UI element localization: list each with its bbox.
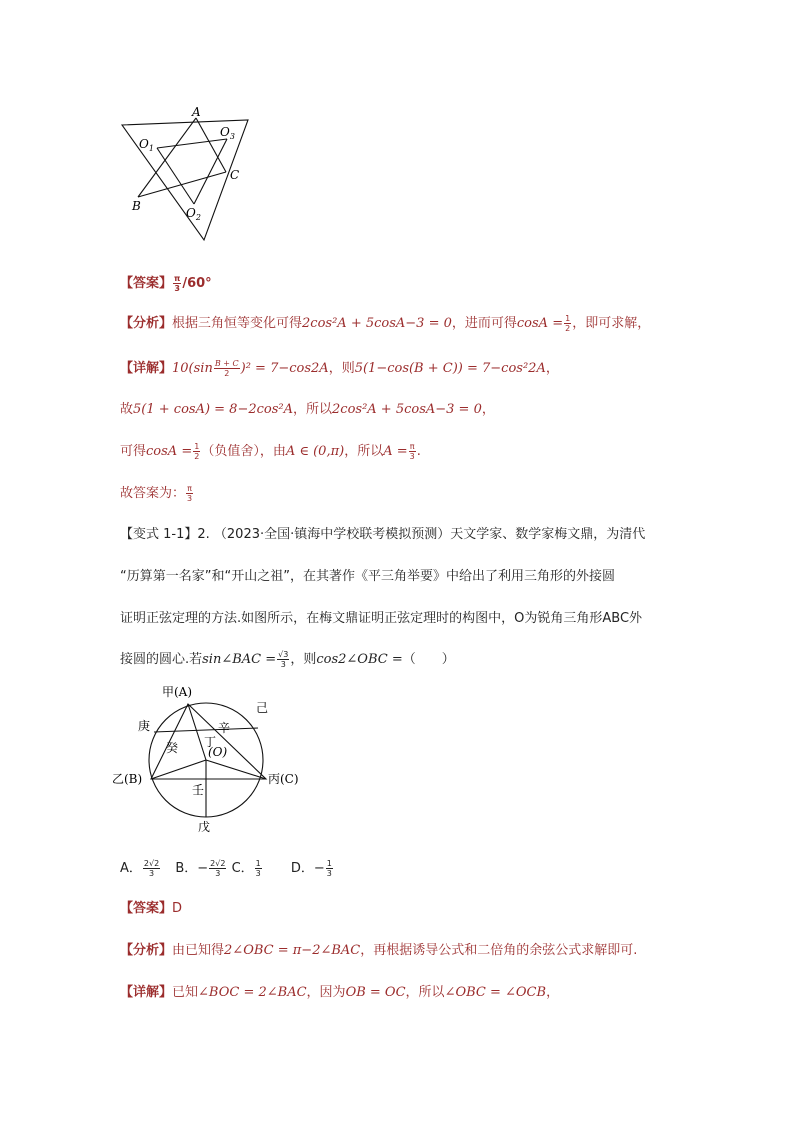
equation: cosA =	[146, 444, 193, 459]
answer-1: 【答案】 $\frac{\pi}{3}$ /60°	[120, 274, 212, 293]
label-yi: 乙(B)	[112, 772, 143, 786]
answer-tag: 【答案】	[120, 901, 173, 916]
problem-line-4: 接圆的圆心.若sin∠BAC = $\frac{√3}{3}$ ，则cos2∠OBC =（ ）	[120, 650, 455, 669]
answer-2	[120, 899, 182, 919]
detail-1: 【详解】10(sin $\frac{B + C}{2}$ )² = 7−cos2A，则5(1−cos(B + C)) = 7−cos²2A，	[120, 359, 559, 378]
equation: 5(1−cos(B + C)) = 7−cos²2A	[354, 361, 546, 376]
equation: 2cos²A + 5cosA−3 = 0	[302, 316, 452, 331]
label-A: A	[192, 105, 201, 119]
equation: ∠BOC = 2∠BAC	[198, 985, 307, 1000]
label-O3: $O_3$	[220, 125, 235, 141]
detail-line-gu: 故5(1 + cosA) = 8−2cos²A，所以2cos²A + 5cosA−3 = 0，	[120, 402, 495, 417]
edge-o1-o2	[157, 148, 194, 204]
edge-a-b	[138, 118, 196, 197]
analysis-1: 【分析】根据三角恒等变化可得2cos²A + 5cosA−3 = 0，进而可得cosA = $\frac{1}{2}$ ，即可求解，	[120, 314, 651, 333]
analysis-tag: 【分析】	[120, 316, 173, 331]
line-gengji	[154, 728, 258, 732]
answer-value: D	[172, 901, 183, 916]
detail-tag: 【详解】	[120, 985, 173, 1000]
equation: 2cos²A + 5cosA−3 = 0	[332, 402, 482, 417]
detail-line-final: 故答案为： $\frac{\pi}{3}$	[120, 484, 193, 503]
analysis-text: ，进而可得	[451, 316, 517, 331]
label-wu: 戊	[198, 820, 211, 834]
equation: 5(1 + cosA) = 8−2cos²A	[133, 402, 293, 417]
analysis-tag: 【分析】	[120, 943, 173, 958]
label-ding: 丁	[204, 735, 217, 749]
line-center-c	[206, 760, 266, 779]
label-C: C	[230, 168, 240, 182]
option-D[interactable]: D．− $\frac{1}{3}$	[290, 859, 332, 878]
figure-circle-construction	[110, 680, 300, 835]
equation: 10(sin	[172, 361, 213, 376]
answer-value: /60°	[182, 276, 212, 291]
equation: )² = 7−cos2A	[240, 361, 329, 376]
figure-star-triangle	[110, 100, 260, 245]
analysis-text: ，即可求解，	[572, 316, 651, 331]
equation: sin∠BAC =	[202, 652, 277, 667]
equation: OB = OC	[345, 985, 406, 1000]
label-O1: $O_1$	[139, 137, 154, 153]
label-xin: 辛	[218, 721, 231, 735]
equation: A =	[383, 444, 408, 459]
label-bing: 丙(C)	[268, 772, 299, 786]
detail-2: 【详解】已知∠BOC = 2∠BAC，因为OB = OC，所以∠OBC = ∠OCB，	[120, 985, 560, 1000]
label-B: B	[132, 199, 141, 213]
equation: 2∠OBC = π−2∠BAC	[224, 943, 361, 958]
detail-text: ，则	[328, 361, 355, 376]
detail-tag: 【详解】	[120, 361, 173, 376]
problem-line-2: “历算第一名家”和“开山之祖”，在其著作《平三角举要》中给出了利用三角形的外接圆	[120, 569, 615, 584]
final-answer-text: 故答案为：	[120, 486, 186, 501]
edge-o3-o2	[194, 139, 227, 204]
problem-line-3: 证明正弦定理的方法.如图所示，在梅文鼎证明正弦定理时的构图中，O为锐角三角形ABC外	[120, 611, 643, 626]
answer-tag: 【答案】	[120, 276, 173, 291]
label-O2: $O_2$	[186, 206, 201, 222]
label-geng: 庚	[138, 719, 151, 733]
equation: A ∈ (0,π)	[285, 444, 345, 459]
label-ren: 壬	[192, 783, 205, 797]
label-jia: 甲(A)	[162, 685, 193, 699]
equation: cos2∠OBC =	[316, 652, 403, 667]
analysis-text: 根据三角恒等变化可得	[172, 316, 303, 331]
option-A[interactable]: A． $\frac{2√2}{3}$	[120, 859, 160, 878]
edge-b-c	[138, 172, 226, 197]
problem-line-1: 【变式 1-1】2. （2023·全国·镇海中学校联考模拟预测）天文学家、数学家梅文鼎，为清代	[120, 527, 646, 542]
option-B[interactable]: B．− $\frac{2√2}{3}$	[175, 859, 226, 878]
edge-o1-o3	[157, 139, 227, 148]
label-ji: 己	[256, 701, 269, 715]
detail-line-kede: 可得cosA = $\frac{1}{2}$ （负值舍），由A ∈ (0,π)，所以A = $\frac{\pi}{3}$ .	[120, 442, 421, 461]
options-row	[120, 859, 334, 879]
analysis-2: 【分析】由已知得2∠OBC = π−2∠BAC，再根据诱导公式和二倍角的余弦公式求解即可.	[120, 943, 638, 958]
label-gui: 癸	[166, 741, 179, 755]
option-C[interactable]: C． $\frac{1}{3}$	[231, 859, 261, 878]
equation: ∠OBC = ∠OCB	[444, 985, 547, 1000]
label-O: (O)	[208, 745, 228, 759]
equation: cosA =	[516, 316, 564, 331]
